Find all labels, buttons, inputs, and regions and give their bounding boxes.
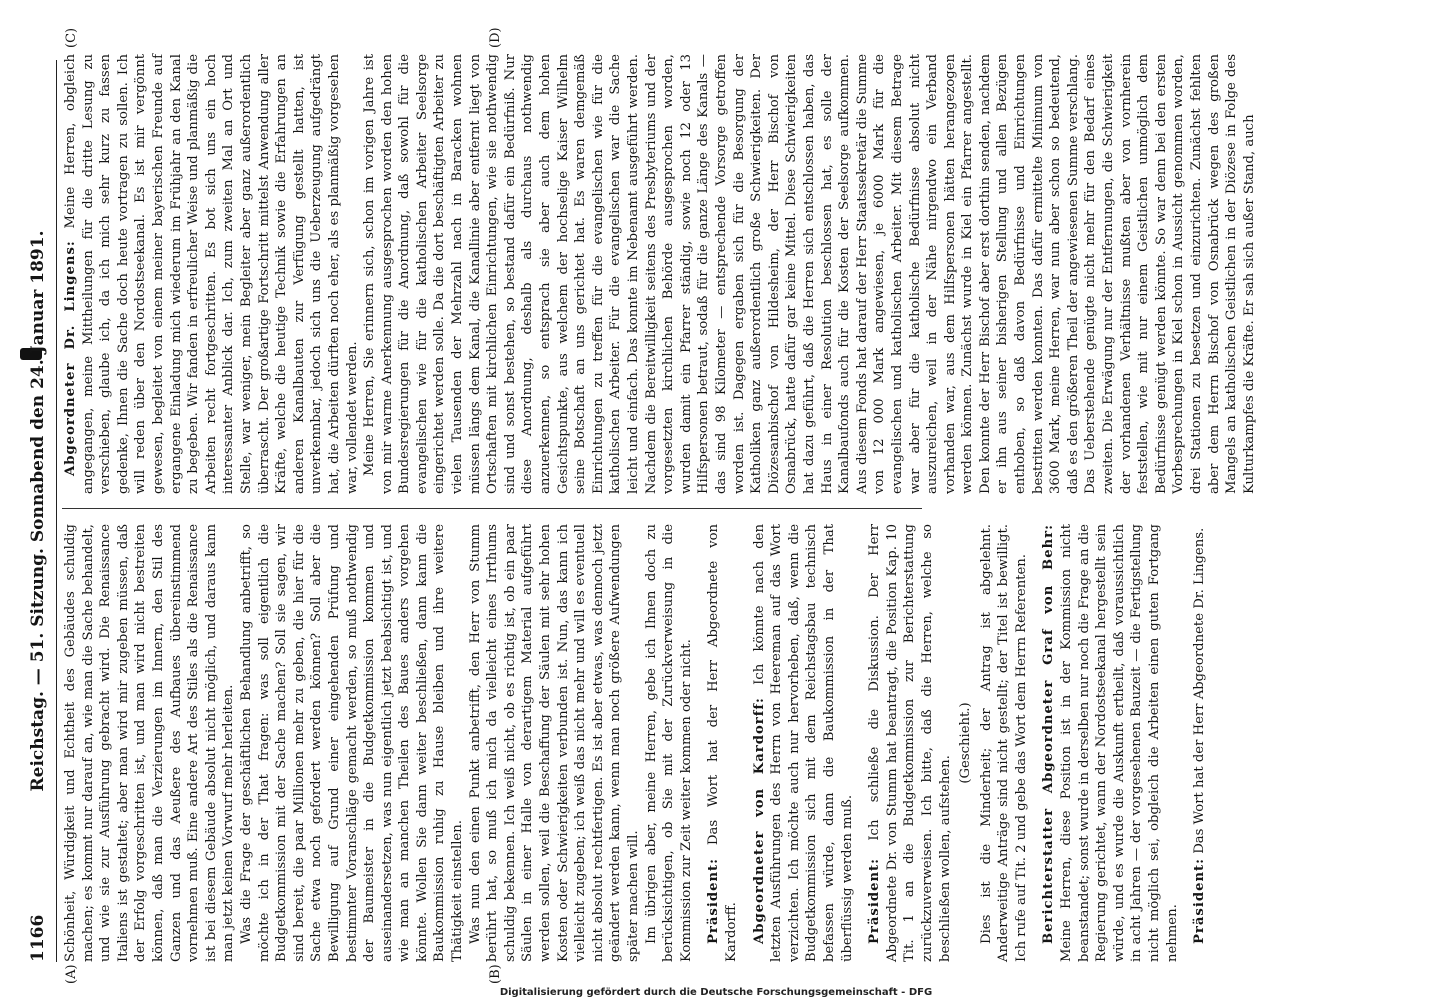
speech-text: Meine Herren, diese Position ist in der Kommission nicht beanstandet; sonst wurde in derselben nur noch die Frage an die Regierung gerichtet, wann der Nordostseekanal hergestellt sein würde, und es wurde die Auskunft ertheilt, daß voraussichtlich in acht Jahren — der vorgesehenen Bauzeit — die Fertigstellung nicht möglich sei, obgleich die Arbeiten einen guten Fortgang nehmen. (1059, 524, 1180, 962)
paragraph: Meine Herren, Sie erinnern sich, schon im vorigen Jahre ist von mir warme Anerkennung ausgesprochen worden den hohen Bundesregierungen für die Anordnung, daß sowohl für die evangelischen wie für die katholischen Arbeiter Seelsorge eingerichtet werden solle. Da die dort beschäftigten Arbeiter zu vielen Tausenden der Mehrzahl nach in Baracken wohnen müssen längs dem Kanal, die Kanallinie aber entfernt liegt von Ortschaften mit kirchlichen Einrichtungen, wie sie nothwendig sind und sonst bestehen, so bestand dafür ein Bedürfniß. Nur diese Anordnung, deshalb als durchaus nothwendig anzuerkennen, so entsprach sie aber auch dem hohen Gesichtspunkte, aus welchem der hochselige Kaiser Wilhelm seine Botschaft an uns gerichtet hat. Es waren demgemäß Einrichtungen zu treffen für die evangelischen wie für die katholischen Arbeiter. Für die evangelischen war die Sache leicht und einfach. Das konnte im Nebenamt ausgeführt werden. Nachdem die Bereitwilligkeit seitens des Presbyteriums und der vorgesetzten kirchlichen Behörde ausgesprochen worden, wurden damit ein Pfarrer ständig, sowie noch 12 oder 13 Hilfspersonen betraut, sodaß für die ganze Länge des Kanals — das sind 98 Kilometer — entsprechende Vorsorge getroffen worden ist. Dagegen ergaben sich für die Besorgung der Katholiken ganz außerordentlich große Schwierigkeiten. Der Diözesanbischof von Hildesheim, der Herr Bischof von Osnabrück, hatte dafür gar keine Mittel. Diese Schwierigkeiten hat dazu geführt, daß die Herren sich entschlossen haben, das Haus in einer Resolution beschlossen hat, es solle der Kanalbaufonds auch für die Kosten der Seelsorge aufkommen. Aus diesem Fonds hat darauf der Herr Staatssekretär die Summe von 12 000 Mark angewiesen, je 6000 Mark für die evangelischen und katholischen Arbeiter. Mit diesem Betrage war aber für die katholische Bedürfnisse absolut nicht auszureichen, weil in der Nähe nirgendwo ein Verband vorhanden war, aus dem Hilfspersonen hätten herangezogen werden können. Zunächst wurde in Kiel ein Pfarrer angestellt. Den konnte der Herr Bischof aber erst dorthin senden, nachdem er ihn aus seiner bisherigen Stellung und allen Bezügen enthoben, so daß davon Bedürfnisse und Einrichtungen bestritten werden konnten. Das dafür ermittelte Minimum von 3600 Mark, meine Herren, war nun aber schon so bedeutend, daß es den größeren Theil der angewiesenen Summe verschlang. Das Ueberstehende genügte nicht mehr für den Bedarf eines zweiten. Die Erwägung nur der Entfernungen, die Schwierigkeit der vorhandenen Verhältnisse mußten aber von vornherein feststellen, wie mit nur einem Geistlichen unmöglich dem Bedürfnisse genügt werden könnte. So war denn bei den ersten Vorbesprechungen in Kiel schon in Aussicht genommen worden, drei Stationen zu besetzen und einzurichten. Zunächst fehlten aber dem Herrn Bischof von Osnabrück wegen des großen Mangels an katholischen Geistlichen in der Diözese in Folge des Kulturkampfes die Kräfte. Er sah sich außer Stand, auch (362, 54, 1257, 494)
paragraph (751, 524, 857, 962)
paragraph: Was nun den einen Punkt anbetrifft, den Herr von Stumm berührt hat, so muß ich mich da vielleicht eines Irrthums schuldig bekennen. Ich weiß nicht, ob es richtig ist, ob ein paar Säulen in einer Halle von derartigem Material aufgeführt werden sollen, weil die Beschaffung der Säulen mit sehr hohen Kosten oder Schwierigkeiten verbunden ist. Nun, das kann ich vielleicht zugeben; ich weiß das nicht mehr und will es eventuell nicht absolut rechtfertigen. Es ist aber etwas, was dennoch jetzt geändert werden kann, wenn man noch größere Aufwendungen später machen will. (467, 524, 641, 962)
margin-mark-a: (A) (64, 964, 79, 984)
margin-mark-d: (D) (488, 27, 503, 48)
paragraph (1040, 524, 1181, 962)
speaker-name: Abgeordneter von Kardorff: (751, 697, 767, 944)
paragraph: Schönheit, Würdigkeit und Echtheit des Gebäudes schuldig machen; es kommt nur darauf an, wie man die Sache behandelt, und wie sie zur Ausführung gebracht wird. Die Renaissance Italiens ist gestaltet; aber man wird mir zugeben müssen, daß der Erfolg vorgeschritten ist, und man wird nicht bestreiten können, daß man die Verzierungen im Innern, den Stil des Ganzen und das Aeußere des Aufbaues übereinstimmend vornehmen muß. Eine andere Art des Stiles als die Renaissance ist bei diesem Gebäude absolut nicht möglich, und daraus kann man jetzt keinen Vorwurf mehr herleiten. (63, 524, 237, 962)
speaker-name: Berichterstatter Abgeordneter Graf von Behr: (1041, 524, 1057, 944)
page-header (28, 60, 54, 962)
paragraph: Was die Frage der geschäftlichen Behandlung anbetrifft, so möchte ich in der That fragen: was soll eigentlich die Budgetkommission mit der Sache machen? Soll sie sagen, wir sind bereit, die paar Millionen mehr zu geben, die hier für die Sache etwa noch gefordert werden können? Soll aber die Bewilligung auf Grund einer eingehenden Prüfung und bestimmter Voranschläge gemacht werden, so muß nothwendig der Baumeister in die Budgetkommission kommen und auseinandersetzen, was nun eigentlich jetzt beabsichtigt ist, und wie man an manchen Theilen des Baues anders vorgehen könnte. Wollen Sie dann weiter beschließen, dann kann die Baukommission ruhig zu Hause bleiben und ihre weitere Thätigkeit einstellen. (238, 524, 466, 962)
speaker-name: Präsident: (867, 857, 883, 944)
margin-mark-b: (B) (488, 964, 503, 984)
paragraph (705, 524, 740, 962)
digitization-credit: Digitalisierung gefördert durch die Deutsche Forschungsgemeinschaft - DFG (499, 987, 933, 998)
speech-text: Das Wort hat der Herr Abgeordnete Dr. Lingens. (1192, 527, 1208, 854)
page-number: 1166 (28, 914, 48, 962)
paragraph (866, 524, 954, 962)
speech-text: Meine Herren, obgleich angegangen, meine Mittheilungen für die dritte Lesung zu verschieben, glaube ich, da ich mich sehr kurz zu fassen gedenke, Ihnen die Sache doch heute vortragen zu sollen. Ich will reden über den Nordostseekanal. Es ist mir vergönnt gewesen, begleitet von einem meiner bayerischen Freunde auf ergangene Einladung mich wiederum im Frühjahr an den Kanal zu begeben. Wir fanden in erfreulicher Weise und planmäßig die Arbeiten recht fortgeschritten. Es bot sich uns ein hoch interessanter Anblick dar. Ich, zum zweiten Mal an Ort und Stelle, war weniger, mein Begleiter aber ganz außerordentlich überrascht. Der großartige Fortschritt mittelst Anwendung aller Kräfte, welche die heutige Technik sowie die Erfahrungen an anderen Kanalbauten zur Verfügung gestellt hatten, ist unverkennbar, jedoch sich uns die Ueberzeugung aufgedrängt hat, die Arbeiten dürften noch eher, als es planmäßig vorgesehen war, vollendet werden. (63, 54, 360, 494)
header-rule (56, 60, 57, 962)
paragraph (62, 54, 361, 494)
paragraph (1191, 524, 1209, 962)
right-column (62, 54, 1257, 494)
speech-text: Ich schließe die Diskussion. Der Herr Abgeordnete Dr. von Stumm hat beantragt, die Position Kap. 10 Tit. 1 an die Budgetkommission zur Berichterstattung zurückzuverweisen. Ich bitte, daß die Herren, welche so beschließen wollen, aufstehen. (867, 524, 953, 962)
left-column (62, 524, 1208, 962)
paragraph: Dies ist die Minderheit; der Antrag ist abgelehnt. Anderweitige Anträge sind nicht gestellt; der Titel ist bewilligt. Ich rufe auf Tit. 2 und gebe das Wort dem Herrn Referenten. (978, 524, 1029, 962)
speech-text: Das Wort hat der Herr Abgeordnete von Kardorff. (706, 524, 739, 962)
paragraph: Im übrigen aber, meine Herren, gebe ich Ihnen doch zu berücksichtigen, ob Sie mit der Zurückverweisung in die Kommission zur Zeit weiter kommen oder nicht. (643, 524, 694, 962)
page-title: Reichstag. — 51. Sitzung. Sonnabend den 24. Januar 1891. (28, 230, 48, 792)
speaker-name: Präsident: (1192, 857, 1208, 944)
speaker-name: Abgeordneter Dr. Lingens: (63, 240, 78, 476)
speech-text: Ich könnte nach den letzten Ausführungen des Herrn von Heereman auf das Wort verzichten. Ich möchte auch nur hervorheben, daß, wenn die Budgetkommission sich mit dem Reichstagsbau technisch befassen würde, dann die Baukommission in der That überflüssig werden muß. (751, 524, 855, 962)
column-divider (62, 508, 922, 509)
margin-mark-c: (C) (64, 27, 79, 48)
speaker-name: Präsident: (706, 857, 722, 944)
stage-direction: (Geschieht.) (958, 702, 974, 784)
